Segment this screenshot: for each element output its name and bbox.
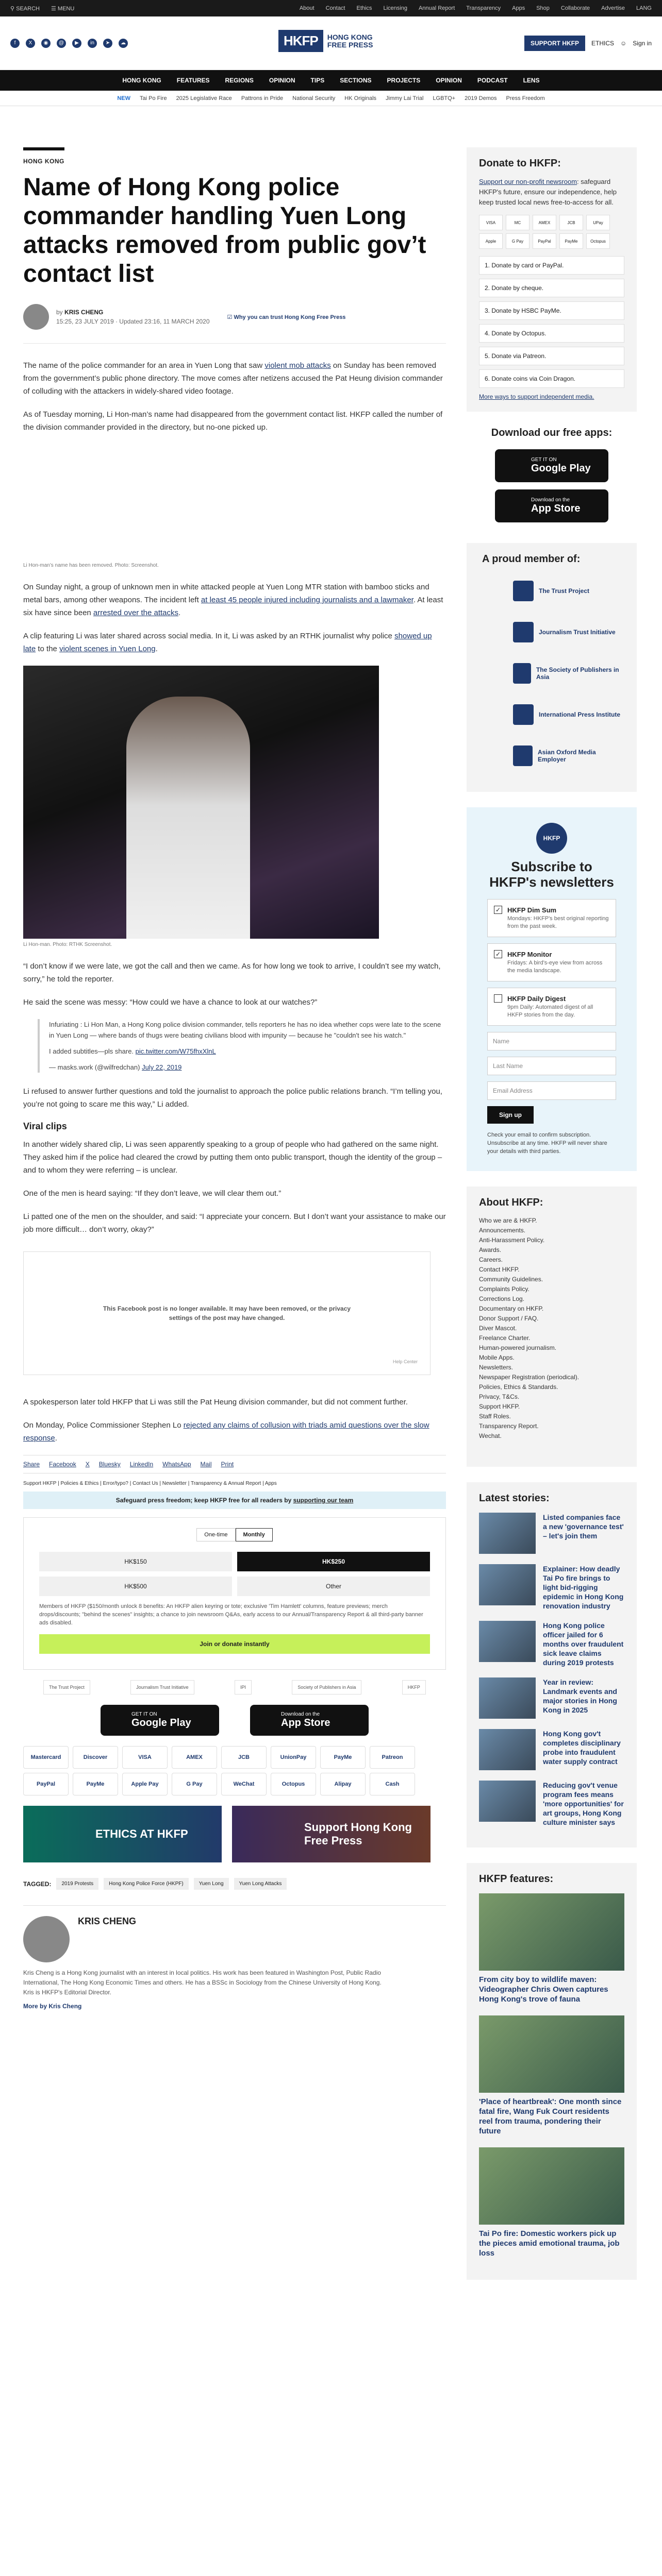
checkbox-icon[interactable] (494, 994, 502, 1003)
author-bio: Kris Cheng is a Hong Kong journalist with an interest in local politics. His work has been featured in Washington Post, Public Radio International, The Hong Kong Economic Times and others. He has a BSSc in Sociology from the Chinese University of Hong Kong. Kris is HKFP's Editorial Director. (23, 1969, 382, 1996)
about-link[interactable]: Newspaper Registration (periodical). (479, 1374, 580, 1381)
latest-story[interactable] (479, 1677, 624, 1719)
partner-logo[interactable]: Journalism Trust Initiative (130, 1680, 194, 1694)
supporting-our-team-link[interactable]: supporting our team (293, 1497, 354, 1504)
about-link[interactable]: Complaints Policy. (479, 1285, 529, 1293)
about-list (479, 1216, 624, 1441)
social-links (10, 39, 128, 48)
feature-story[interactable] (479, 1893, 624, 2004)
story-thumbnail[interactable] (479, 1729, 536, 1770)
story-title[interactable]: Year in review: Landmark events and major stories in Hong Kong in 2025 (543, 1678, 617, 1714)
support-links[interactable]: Support HKFP | Policies & Ethics | Error/typo? | Contact Us | Newsletter | Transparency & Annual Report | Apps (23, 1481, 277, 1486)
amount-option[interactable]: HK$500 (39, 1577, 232, 1596)
article-main (23, 147, 446, 2280)
bluesky-icon[interactable]: ☁ (119, 39, 128, 48)
payment-icon[interactable]: Discover (73, 1746, 118, 1769)
partner-logo[interactable]: The Trust Project (43, 1680, 90, 1694)
card-logo: MC (506, 215, 529, 230)
member-logo[interactable]: Journalism Trust Initiative (482, 617, 621, 648)
site-logo[interactable] (278, 30, 373, 52)
payment-icon[interactable]: VISA (122, 1746, 168, 1769)
story-thumbnail[interactable] (479, 1621, 536, 1662)
nav-opinion[interactable]: OPINION (269, 77, 295, 84)
facebook-embed (23, 1251, 431, 1375)
payment-icon[interactable]: PayPal (23, 1773, 69, 1795)
trend-link[interactable]: National Security (292, 95, 336, 101)
apps-title: Download our free apps: (491, 427, 613, 438)
sidebar (467, 147, 637, 2280)
share-x[interactable]: X (85, 1461, 90, 1468)
byline (23, 304, 446, 344)
ethics-link[interactable]: ETHICS (591, 39, 615, 47)
member-logo[interactable]: The Society of Publishers in Asia (482, 658, 621, 689)
search-label: SEARCH (16, 5, 40, 12)
by-label: by (56, 309, 63, 316)
app-store-buttons (23, 1705, 446, 1736)
membership-description: Members of HKFP ($150/month unlock 8 benefits: An HKFP alien keyring or tote; exclusive 'Tim Hamlett' columns, feature previews; merch drops/discounts; "behind the scenes" insights; a chance to join newsroom Q&As, early access to our Annual/Transparency Report & all third-party banner ads disabled. (39, 1603, 423, 1626)
share-print[interactable]: Print (221, 1461, 234, 1468)
about-title: About HKFP: (479, 1197, 543, 1208)
story-thumbnail[interactable] (479, 1564, 536, 1605)
google-play-button[interactable]: GET IT ON Google Play (101, 1705, 219, 1736)
paragraph: In another widely shared clip, Li was seen apparently speaking to a group of people who had gathered on the same night. They asked him if the police had cleared the crowd by putting them onto public transport, though the identity of the group – and to whom they were referring – is unclear. (23, 1140, 442, 1175)
image-caption: Li Hon-man’s name has been removed. Photo: Screenshot. (23, 563, 159, 568)
donate-option[interactable]: 6. Donate coins via Coin Dragon. (479, 369, 624, 388)
trust-link[interactable]: ☑ Why you can trust Hong Kong Free Press (227, 314, 346, 320)
latest-story[interactable] (479, 1564, 624, 1611)
about-link[interactable]: Diver Mascot. (479, 1325, 517, 1332)
violent-mob-attacks-link[interactable]: violent mob attacks (264, 361, 331, 370)
trending-bar (0, 91, 662, 106)
signin-link[interactable]: Sign in (633, 39, 652, 47)
donate-box: Donate to HKFP: Support our non-profit newsroom: safeguard HKFP's future, ensure our independence, help keep trusted local news free-to-access for all. VISA MC AMEX JCB UPay Apple G Pay PayPal PayMe Octopus 1. Donate by card or PayPal. 2. Donate by cheque. 3. Donate by HSBC PayMe. 4. Donate by Octopus. 5. Donate via Patreon. 6. Donate coins via Coin Dragon. More ways to support independent media. (467, 147, 637, 412)
about-link[interactable]: Freelance Charter. (479, 1334, 531, 1342)
name-field[interactable]: Name (487, 1032, 616, 1050)
checkbox-icon[interactable]: ✓ (494, 950, 502, 958)
trend-link[interactable]: Tai Po Fire (139, 95, 167, 101)
signup-button[interactable]: Sign up (487, 1106, 534, 1124)
ethics-banner[interactable]: ETHICS AT HKFP (23, 1806, 222, 1862)
story-title[interactable]: Hong Kong gov't completes disciplinary probe into fraudulent water supply contract (543, 1730, 621, 1766)
tag[interactable]: Hong Kong Police Force (HKPF) (104, 1878, 189, 1890)
feature-image[interactable] (479, 2015, 624, 2093)
amount-option[interactable]: HK$150 (39, 1552, 232, 1571)
newsletter-badge: HKFP (536, 823, 567, 854)
trend-link[interactable]: Pattrons in Pride (241, 95, 284, 101)
paragraph: A clip featuring Li was later shared across social media. In it, Li was asked by an RTHK journalist why police showed up late to the violent scenes in Yuen Long. (23, 632, 432, 653)
member-logo[interactable]: International Press Institute (482, 699, 621, 730)
payment-icon[interactable]: Cash (370, 1773, 415, 1795)
nav-regions[interactable]: REGIONS (225, 77, 254, 84)
donate-option[interactable]: 2. Donate by cheque. (479, 279, 624, 297)
trend-link[interactable]: HK Originals (344, 95, 377, 101)
latest-story[interactable] (479, 1513, 624, 1554)
sidebar-app-store-button[interactable]: Download on the App Store (495, 489, 608, 522)
payment-icon[interactable]: WeChat (221, 1773, 267, 1795)
support-hkfp-button[interactable]: SUPPORT HKFP (524, 36, 585, 51)
paragraph: Li refused to answer further questions and told the journalist to approach the police public relations branch. “I’m telling you, you’re not going to scare me this way,” Li added. (23, 1087, 442, 1109)
top-link-annual[interactable]: Annual Report (418, 5, 455, 11)
top-link-contact[interactable]: Contact (325, 5, 345, 11)
feature-title[interactable]: 'Place of heartbreak': One month since fatal fire, Wang Fuk Court residents reel from trauma, pondering their future (479, 2097, 622, 2136)
last-name-field[interactable]: Last Name (487, 1057, 616, 1075)
author-name[interactable]: KRIS CHENG (64, 309, 104, 316)
feature-story[interactable] (479, 2015, 624, 2136)
feature-title[interactable]: Tai Po fire: Domestic workers pick up the pieces amid emotional trauma, job loss (479, 2229, 620, 2258)
about-link[interactable]: Mobile Apps. (479, 1354, 515, 1361)
donate-options (479, 256, 624, 388)
card-logo: Apple (479, 233, 503, 249)
injured-link[interactable]: at least 45 people injured including journalists and a lawmaker (201, 596, 413, 604)
newsletter-option[interactable]: ✓ HKFP Monitor Fridays: A bird's-eye view from across the media landscape. (487, 943, 616, 981)
li-hon-man-figure (126, 697, 250, 939)
logo-text-1: HONG KONG (327, 32, 373, 41)
search-link[interactable]: ⚲ SEARCH (10, 5, 40, 12)
donate-title: Donate to HKFP: (479, 158, 561, 169)
card-logo: Octopus (586, 233, 610, 249)
latest-story[interactable] (479, 1729, 624, 1770)
member-logo[interactable]: The Trust Project (482, 575, 621, 606)
linkedin-icon[interactable]: in (88, 39, 97, 48)
nav-projects[interactable]: PROJECTS (387, 77, 421, 84)
story-title[interactable]: Hong Kong police officer jailed for 6 months over fraudulent sick leave claims during 2019 protests (543, 1621, 624, 1667)
email-field[interactable]: Email Address (487, 1081, 616, 1100)
about-link[interactable]: Human-powered journalism. (479, 1344, 557, 1351)
top-link-collaborate[interactable]: Collaborate (560, 5, 590, 11)
author-box (23, 1905, 446, 2010)
newsletter-box (467, 807, 637, 1171)
latest-story[interactable] (479, 1621, 624, 1667)
safeguard-banner: Safeguard press freedom; keep HKFP free for all readers by supporting our team (23, 1492, 446, 1509)
article-title: Name of Hong Kong police commander handling Yuen Long attacks removed from public gov’t contact list (23, 174, 426, 287)
telegram-icon[interactable]: ➤ (103, 39, 112, 48)
checkbox-icon[interactable]: ✓ (494, 906, 502, 914)
share-bluesky[interactable]: Bluesky (98, 1461, 121, 1468)
member-logo[interactable]: Asian Oxford Media Employer (482, 740, 621, 771)
new-badge: NEW (117, 95, 130, 101)
top-link-lang[interactable]: LANG (636, 5, 652, 11)
more-by-author-link[interactable]: More by Kris Cheng (23, 2003, 82, 2010)
feature-image[interactable] (479, 1893, 624, 1971)
top-link-shop[interactable]: Shop (536, 5, 550, 11)
donate-option[interactable]: 3. Donate by HSBC PayMe. (479, 301, 624, 320)
donate-option[interactable]: 1. Donate by card or PayPal. (479, 256, 624, 275)
rthk-screenshot-image (23, 666, 379, 939)
arrested-link[interactable]: arrested over the attacks (93, 608, 179, 617)
amount-option-selected[interactable]: HK$250 (237, 1552, 430, 1571)
trend-link[interactable]: 2019 Demos (465, 95, 497, 101)
donate-option[interactable]: 5. Donate via Patreon. (479, 347, 624, 365)
payment-icon[interactable]: G Pay (172, 1773, 217, 1795)
donate-widget (23, 1517, 446, 1670)
main-nav (0, 70, 662, 91)
story-thumbnail[interactable] (479, 1677, 536, 1719)
facebook-unavailable-message: This Facebook post is no longer available. It may have been removed, or the privacy settings of the post may have changed. (103, 1305, 351, 1321)
card-logos (479, 215, 624, 249)
share-facebook[interactable]: Facebook (49, 1461, 76, 1468)
paragraph: One of the men is heard saying: “If they don’t leave, we will clear them out.” (23, 1189, 282, 1198)
top-link-advertise[interactable]: Advertise (601, 5, 625, 11)
author-box-avatar[interactable] (23, 1916, 70, 1962)
facebook-help-link[interactable]: Help Center (392, 1359, 418, 1364)
section-heading: Viral clips (23, 1121, 67, 1131)
donate-option[interactable]: 4. Donate by Octopus. (479, 324, 624, 343)
story-thumbnail[interactable] (479, 1513, 536, 1554)
nav-features[interactable]: FEATURES (176, 77, 210, 84)
payment-icon[interactable]: UnionPay (271, 1746, 316, 1769)
about-link[interactable]: Policies, Ethics & Standards. (479, 1383, 558, 1391)
freq-monthly[interactable]: Monthly (236, 1528, 273, 1541)
payment-icon[interactable]: PayMe (73, 1773, 118, 1795)
trend-link[interactable]: 2025 Legislative Race (176, 95, 232, 101)
payment-icon[interactable]: Alipay (320, 1773, 366, 1795)
trend-link[interactable]: Press Freedom (506, 95, 545, 101)
tag[interactable]: Yuen Long Attacks (234, 1878, 287, 1890)
latest-title: Latest stories: (479, 1493, 550, 1504)
amount-option-other[interactable]: Other (237, 1577, 430, 1596)
newsletter-option[interactable]: ✓ HKFP Dim Sum Mondays: HKFP's best original reporting from the past week. (487, 899, 616, 937)
card-logo: VISA (479, 215, 503, 230)
nav-tips[interactable]: TIPS (310, 77, 325, 84)
partner-logos (23, 1680, 446, 1694)
nav-opinion-2[interactable]: OPINION (436, 77, 462, 84)
payment-methods (23, 1746, 446, 1795)
paragraph: A spokesperson later told HKFP that Li was still the Pat Heung division commander, but did not comment further. (23, 1398, 408, 1406)
about-link[interactable]: Careers. (479, 1256, 503, 1263)
tag[interactable]: Yuen Long (194, 1878, 229, 1890)
paragraph: He said the scene was messy: “How could we have a chance to look at our watches?” (23, 998, 318, 1007)
author-box-name[interactable]: KRIS CHENG (78, 1916, 137, 1926)
about-link[interactable]: Corrections Log. (479, 1295, 525, 1302)
about-link[interactable]: Anti-Harassment Policy. (479, 1236, 545, 1244)
payment-icon[interactable]: Apple Pay (122, 1773, 168, 1795)
top-link-licensing[interactable]: Licensing (383, 5, 407, 11)
more-ways-link[interactable]: More ways to support independent media. (479, 393, 594, 400)
trend-link[interactable]: Jimmy Lai Trial (386, 95, 424, 101)
directory-screenshot-space (23, 444, 446, 563)
card-logo: AMEX (533, 215, 556, 230)
threads-icon[interactable]: @ (57, 39, 66, 48)
user-icon[interactable]: ☺ (620, 39, 627, 47)
tweet-date-link[interactable]: July 22, 2019 (142, 1063, 182, 1071)
trust-link-label: Why you can trust Hong Kong Free Press (234, 314, 346, 320)
payment-icon[interactable]: Octopus (271, 1773, 316, 1795)
partner-logo[interactable]: HKFP (402, 1680, 426, 1694)
about-link[interactable]: Staff Roles. (479, 1413, 511, 1420)
article-category[interactable]: HONG KONG (23, 158, 64, 165)
about-link[interactable]: Transparency Report. (479, 1422, 539, 1430)
share-linkedin[interactable]: LinkedIn (129, 1461, 154, 1468)
about-link[interactable]: Support HKFP. (479, 1403, 520, 1410)
story-title[interactable]: Reducing gov't venue program fees means 'more opportunities' for art groups, Hong Kong culture minister says (543, 1781, 624, 1826)
partner-logo[interactable]: IPI (235, 1680, 252, 1694)
features-title: HKFP features: (479, 1873, 554, 1885)
trend-link[interactable]: LGBTQ+ (433, 95, 456, 101)
newsletter-option[interactable]: HKFP Daily Digest 9pm Daily: Automated digest of all HKFP stories from the day. (487, 988, 616, 1026)
tag[interactable]: 2019 Protests (56, 1878, 98, 1890)
card-logo: PayMe (559, 233, 583, 249)
rejected-claims-link[interactable]: rejected any claims of collusion with triads amid questions over the slow response (23, 1421, 429, 1443)
payment-icon[interactable]: Patreon (370, 1746, 415, 1769)
nav-hong-kong[interactable]: HONG KONG (122, 77, 161, 84)
nav-sections[interactable]: SECTIONS (340, 77, 372, 84)
share-whatsapp[interactable]: WhatsApp (162, 1461, 191, 1468)
tweet-pic-link[interactable]: pic.twitter.com/W75fhxXlnL (135, 1047, 216, 1055)
tweet-text: Infuriating : Li Hon Man, a Hong Kong police division commander, tells reporters he has no idea whether cops were late to the scene in Yuen Long — where bands of thugs were beating civilians blood with impunity — because he "couldn't see his watch." (49, 1021, 441, 1039)
card-logo: PayPal (533, 233, 556, 249)
newsletter-fine-print: Check your email to confirm subscription. Unsubscribe at any time. HKFP will never share your details with third parties. (487, 1132, 607, 1155)
latest-story[interactable] (479, 1781, 624, 1827)
top-link-ethics[interactable]: Ethics (356, 5, 372, 11)
join-donate-button[interactable]: Join or donate instantly (39, 1634, 430, 1654)
top-link-about[interactable]: About (299, 5, 315, 11)
feature-image[interactable] (479, 2147, 624, 2225)
violent-scenes-link[interactable]: violent scenes in Yuen Long (59, 645, 156, 653)
article-tags (23, 1878, 446, 1890)
promo-banners (23, 1806, 446, 1862)
menu-label: MENU (57, 5, 75, 12)
menu-link[interactable]: ☰ MENU (51, 5, 75, 12)
x-icon[interactable]: X (26, 39, 35, 48)
about-link[interactable]: Donor Support / FAQ. (479, 1315, 539, 1322)
newsletter-title: Subscribe to HKFP's newsletters (489, 859, 614, 890)
about-link[interactable]: Wechat. (479, 1432, 502, 1439)
author-avatar[interactable] (23, 304, 49, 330)
image-caption: Li Hon-man. Photo: RTHK Screenshot. (23, 942, 112, 947)
payment-icon[interactable]: Mastercard (23, 1746, 69, 1769)
freq-one-time[interactable]: One-time (196, 1528, 235, 1541)
proud-member-box (467, 543, 637, 792)
top-link-transparency[interactable]: Transparency (466, 5, 501, 11)
about-link[interactable]: Contact HKFP. (479, 1266, 520, 1273)
features-box (467, 1863, 637, 2280)
top-utility-bar (0, 0, 662, 16)
paragraph: Li patted one of the men on the shoulder, and said: “I appreciate your concern. But I don’t want your assistance to make our job more difficult… don’t worry, okay?” (23, 1212, 446, 1234)
about-link[interactable]: Announcements. (479, 1227, 526, 1234)
paragraph: As of Tuesday morning, Li Hon-man’s name had disappeared from the government contact list. HKFP called the number of the division commander provided in the directory, but no-one picked up. (23, 410, 443, 432)
about-link[interactable]: Newsletters. (479, 1364, 514, 1371)
support-newsroom-link[interactable]: Support our non-profit newsroom (479, 178, 577, 185)
story-title[interactable]: Explainer: How deadly Tai Po fire brings to light bid-rigging epidemic in Hong Kong renovation industry (543, 1565, 624, 1610)
about-box (467, 1187, 637, 1467)
article-dates: 15:25, 23 JULY 2019 · Updated 23:16, 11 MARCH 2020 (56, 318, 210, 325)
payment-icon[interactable]: PayMe (320, 1746, 366, 1769)
feature-story[interactable] (479, 2147, 624, 2258)
latest-stories (467, 1482, 637, 1848)
card-logo: G Pay (506, 233, 529, 249)
youtube-icon[interactable]: ▶ (72, 39, 81, 48)
top-link-apps[interactable]: Apps (512, 5, 525, 11)
about-link[interactable]: Privacy, T&Cs. (479, 1393, 520, 1400)
about-link[interactable]: Who we are & HKFP. (479, 1217, 537, 1224)
payment-icon[interactable]: AMEX (172, 1746, 217, 1769)
nav-lens[interactable]: LENS (523, 77, 540, 84)
about-link[interactable]: Awards. (479, 1246, 502, 1253)
support-banner[interactable]: Support Hong Kong Free Press (232, 1806, 431, 1862)
embedded-tweet: Infuriating : Li Hon Man, a Hong Kong police division commander, tells reporters he has no idea whether cops were late to the scene in Yuen Long — where bands of thugs were beating civilians blood with impunity — because he "couldn't see his watch." I added subtitles—pls share. pic.twitter.com/W75fhxXlnL — masks.work (@wilfredchan) July 22, 2019 (38, 1019, 446, 1073)
about-link[interactable]: Documentary on HKFP. (479, 1305, 544, 1312)
paragraph: On Sunday night, a group of unknown men in white attacked people at Yuen Long MTR station with bamboo sticks and metal bars, among other weapons. The incident left at least 45 people injured including journalists and a lawmaker. At least six have since been arrested over the attacks. (23, 583, 443, 617)
category-rule (23, 147, 64, 150)
feature-title[interactable]: From city boy to wildlife maven: Videographer Chris Owen captures Hong Kong's trove of fauna (479, 1975, 608, 2004)
nav-podcast[interactable]: PODCAST (477, 77, 508, 84)
logo-text-2: FREE PRESS (327, 40, 373, 49)
paragraph: The name of the police commander for an area in Yuen Long that saw violent mob attacks on Sunday has been removed from the government’s public phone directory. The move comes after netizens accused the Pat Heung division commander of colluding with the attackers in widely-shared video footage. (23, 361, 443, 396)
story-thumbnail[interactable] (479, 1781, 536, 1822)
instagram-icon[interactable]: ◉ (41, 39, 51, 48)
logo-mark: HKFP (278, 30, 323, 52)
paragraph: On Monday, Police Commissioner Stephen Lo rejected any claims of collusion with triads amid questions over the slow response. (23, 1421, 429, 1443)
tags-label: TAGGED: (23, 1880, 52, 1888)
paragraph: “I don’t know if we were late, we got the call and then we came. As for how long we took to arrive, I couldn’t see my watch, sorry,” he told the reporter. (23, 962, 441, 984)
share-bar (23, 1455, 446, 1473)
card-logo: JCB (559, 215, 583, 230)
payment-icon[interactable]: JCB (221, 1746, 267, 1769)
share-label[interactable]: Share (23, 1461, 40, 1468)
app-store-button[interactable]: Download on the App Store (250, 1705, 369, 1736)
site-header (0, 16, 662, 70)
showed-up-late-link[interactable]: showed up late (23, 632, 432, 653)
about-link[interactable]: Community Guidelines. (479, 1276, 543, 1283)
proud-title: A proud member of: (482, 553, 581, 565)
sidebar-app-buttons (467, 449, 637, 522)
facebook-icon[interactable]: f (10, 39, 20, 48)
card-logo: UPay (586, 215, 610, 230)
partner-logo[interactable]: Society of Publishers in Asia (292, 1680, 361, 1694)
story-title[interactable]: Listed companies face a new 'governance test' – let's join them (543, 1513, 624, 1540)
sidebar-google-play-button[interactable]: GET IT ON Google Play (495, 449, 608, 482)
share-mail[interactable]: Mail (200, 1461, 212, 1468)
